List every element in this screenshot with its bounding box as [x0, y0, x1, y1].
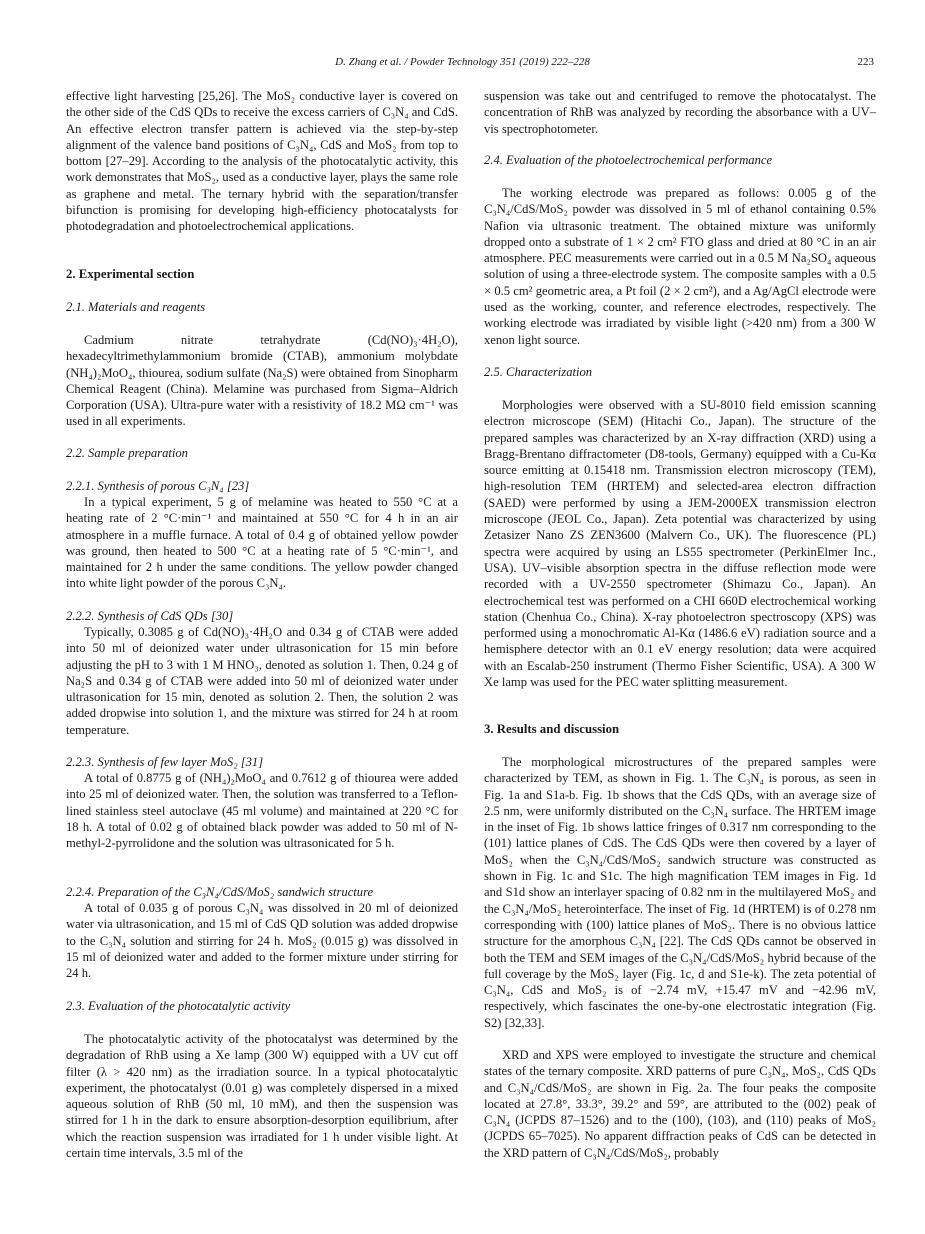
paragraph: Cadmium nitrate tetrahydrate (Cd(NO)₃·4H₂O), hexadecyltrimethylammonium bromide (CTAB), ammonium molybdate (NH₄)₂MoO₄, thiourea, sodium sulfate (Na₂S) were obtained from Sinopharm Chemical Reagent (China). Melamine was purchased from Sigma–Aldrich Corporation (USA). Ultra-pure water with a resistivity of 18.2 MΩ cm⁻¹ was used in all experiments. — [66, 333, 458, 429]
paragraph: suspension was take out and centrifuged to remove the photocatalyst. The concentration of RhB was analyzed by recording the absorbance with a UV–vis spectrophotometer. — [484, 89, 876, 136]
section-heading: 2. Experimental section — [66, 267, 195, 281]
intro-paragraph: effective light harvesting [25,26]. The MoS₂ conductive layer is covered on the other side of the CdS QDs to receive the excess carriers of C₃N₄ and CdS. An effective electron transfer pattern is achieved via the step-by-step alignment of the valence band positions of C₃N₄, CdS and MoS₂ from top to bottom [27–29]. According to the analysis of the photocatalytic activity, this work demonstrates that MoS₂, used as a conductive layer, plays the same role as graphene and metal. The ternary hybrid with the separation/transfer bifunction is promising for developing high-efficiency photocatalysts for photodegradation and photoelectrochemical applications. — [66, 89, 458, 234]
paragraph: XRD and XPS were employed to investigate the structure and chemical states of the ternary composite. XRD patterns of pure C₃N₄, MoS₂, CdS QDs and C₃N₄/CdS/MoS₂ are shown in Fig. 2a. The four peaks the composite located at 27.8°, 33.3°, 39.2° and 59°, are attributed to the (002) peak of C₃N₄ (JCPDS 87–1526) and to the (100), (103), and (110) peaks of MoS₂ (JCPDS 65–7025). No apparent diffraction peaks of CdS can be detected in the XRD pattern of C₃N₄/CdS/MoS₂, probably — [484, 1048, 876, 1160]
subsection-heading: 2.2. Sample preparation — [66, 446, 188, 460]
paragraph: A total of 0.8775 g of (NH₄)₂MoO₄ and 0.7612 g of thiourea were added into 25 ml of deionized water. Then, the solution was transferred to a Teflon-lined stainless steel autoclave (45 ml volume) and maintained at 220 °C for 18 h. A total of 0.02 g of obtained black powder was added to 50 ml of N-methyl-2-pyrrolidone and the solution was ultrasonicated for 5 h. — [66, 771, 458, 851]
subsection-heading: 2.1. Materials and reagents — [66, 300, 206, 314]
subsection-heading: 2.3. Evaluation of the photocatalytic activity — [66, 999, 291, 1013]
paragraph: In a typical experiment, 5 g of melamine was heated to 550 °C at a heating rate of 2 °C·min⁻¹ and maintained at 550 °C for 4 h in an air atmosphere in a muffle furnace. A total of 0.4 g of obtained yellow powder was ground, then heated to 500 °C at a heating rate of 5 °C·min⁻¹, and maintained for 2 h under the same conditions. The yellow powder changed into white light powder of the porous C₃N₄. — [66, 495, 458, 591]
subsection-heading: 2.5. Characterization — [484, 365, 593, 379]
page-number: 223 — [857, 56, 874, 68]
subsubsection-heading: 2.2.4. Preparation of the C₃N₄/CdS/MoS₂ sandwich structure — [66, 885, 374, 899]
paragraph: The working electrode was prepared as follows: 0.005 g of the C₃N₄/CdS/MoS₂ powder was dissolved in 5 ml of ethanol containing 0.5% Nafion via ultrasonic treatment. The obtained mixture was uniformly dropped onto a substrate of 1 × 2 cm² FTO glass and dried at 80 °C in an air atmosphere. PEC measurements were carried out in a 0.5 M Na₂SO₄ aqueous solution of using a three-electrode system. The composite samples with a 0.5 × 0.5 cm² geometric area, a Pt foil (2 × 2 cm²), and a Ag/AgCl electrode were used as the working, counter, and reference electrodes, respectively. The working electrode was irradiated by visible light (>420 nm) from a 300 W xenon light source. — [484, 186, 876, 347]
running-title: D. Zhang et al. / Powder Technology 351 (2019) 222–228 — [335, 56, 590, 68]
subsection-heading: 2.4. Evaluation of the photoelectrochemical performance — [484, 153, 773, 167]
paragraph: Typically, 0.3085 g of Cd(NO)₃·4H₂O and 0.34 g of CTAB were added into 50 ml of deionized water under ultrasonication for 15 min before adjusting the pH to 3 with 1 M HNO₃, denoted as solution 1. Then, 0.24 g of Na₂S and 0.34 g of CTAB were added into 50 ml of deionized water under ultrasonication for 15 min, denoted as solution 2. Then, the solution 2 was added dropwise into solution 1, and the mixture was stirred for 24 h at room temperature. — [66, 625, 458, 737]
paragraph: Morphologies were observed with a SU-8010 field emission scanning electron microscope (SEM) (Hitachi Co., Japan). The structure of the prepared samples was characterized by an X-ray diffraction (XRD) using a Bragg-Brentano diffractometer (D8-tools, Germany) equipped with a Cu-Kα source emitting at 0.15418 nm. Transmission electron microscopy (TEM), high-resolution TEM (HRTEM) and selected-area electron diffraction (SAED) were performed by using a JEM-2000EX transmission electron microscope (JEOL Co., Japan). Zeta potential was characterized by using Zetasizer Nano ZS ZEN3600 (Malvern Co., UK). The fluorescence (PL) spectra were acquired by using an LS55 spectrometer (PerkinElmer Inc., USA). UV–visible absorption spectra in the diffuse reflection mode were recorded with a UV-2550 spectrometer (Shimazu Co., Japan). An electrochemical test was performed on a CHI 660D electrochemical working station (Chenhua Co., China). X-ray photoelectron spectroscopy (XPS) was performed using a monochromatic Al-Kα (1486.6 eV) radiation source and a hemisphere detector with an 0.1 eV energy resolution; data were acquired with an Escalab-250 instrument (Thermo Fisher Scientific, USA). A 300 W Xe lamp was used for the PEC water splitting measurement. — [484, 398, 876, 690]
section-heading: 3. Results and discussion — [484, 722, 620, 736]
subsubsection-heading: 2.2.2. Synthesis of CdS QDs [30] — [66, 609, 234, 623]
subsubsection-heading: 2.2.1. Synthesis of porous C₃N₄ [23] — [66, 479, 250, 493]
paragraph: The photocatalytic activity of the photocatalyst was determined by the degradation of RhB using a Xe lamp (300 W) equipped with a UV cut off filter (λ > 420 nm) as the irradiation source. In a typical photocatalytic experiment, the photocatalyst (0.01 g) was completely dispersed in a mixed aqueous solution of RhB (50 ml, 10 mM), and then the suspension was stirred for 1 h in the dark to ensure absorption-desorption equilibrium, after which the reaction suspension was irradiated for 1 h under visible light. At certain time intervals, 3.5 ml of the — [66, 1032, 458, 1161]
paragraph: A total of 0.035 g of porous C₃N₄ was dissolved in 20 ml of deionized water via ultrasonication, and 15 ml of CdS QD solution was added dropwise to the C₃N₄ solution and stirring for 24 h. MoS₂ (0.015 g) was dissolved in 15 ml of deionized water and added to the former mixture under stirring for 24 h. — [66, 901, 458, 981]
paragraph: The morphological microstructures of the prepared samples were characterized by TEM, as shown in Fig. 1. The C₃N₄ is porous, as seen in Fig. 1a and S1a-b. Fig. 1b shows that the CdS QDs, with an average size of 2.5 nm, were uniformly distributed on the C₃N₄ surface. The HRTEM image in the inset of Fig. 1b shows lattice fringes of 0.317 nm corresponding to the (101) lattice planes of CdS. The CdS QDs were then covered by a layer of MoS₂ when the C₃N₄/CdS/MoS₂ sandwich structure was constructed as shown in Fig. 1c and S1c. The high magnification TEM images in Fig. 1d and S1d show an interlayer spacing of 0.82 nm in the multilayered MoS₂ and the C₃N₄/MoS₂ heterointerface. The inset of Fig. 1d (HRTEM) is of 0.278 nm corresponding with (100) lattice planes of MoS₂. There is no obvious lattice structure for the amorphous C₃N₄ [22]. The CdS QDs cannot be observed in both the TEM and SEM images of the C₃N₄/CdS/MoS₂ hybrid because of the full coverage by the MoS₂ layer (Fig. 1c, d and S1e-k). The zeta potential of C₃N₄, CdS and MoS₂ is of −2.74 mV, +15.47 mV and −42.96 mV, respectively, which fascinates the one-by-one electrostatic integration (Fig. S2) [32,33]. — [484, 755, 876, 1030]
subsubsection-heading: 2.2.3. Synthesis of few layer MoS₂ [31] — [66, 755, 264, 769]
